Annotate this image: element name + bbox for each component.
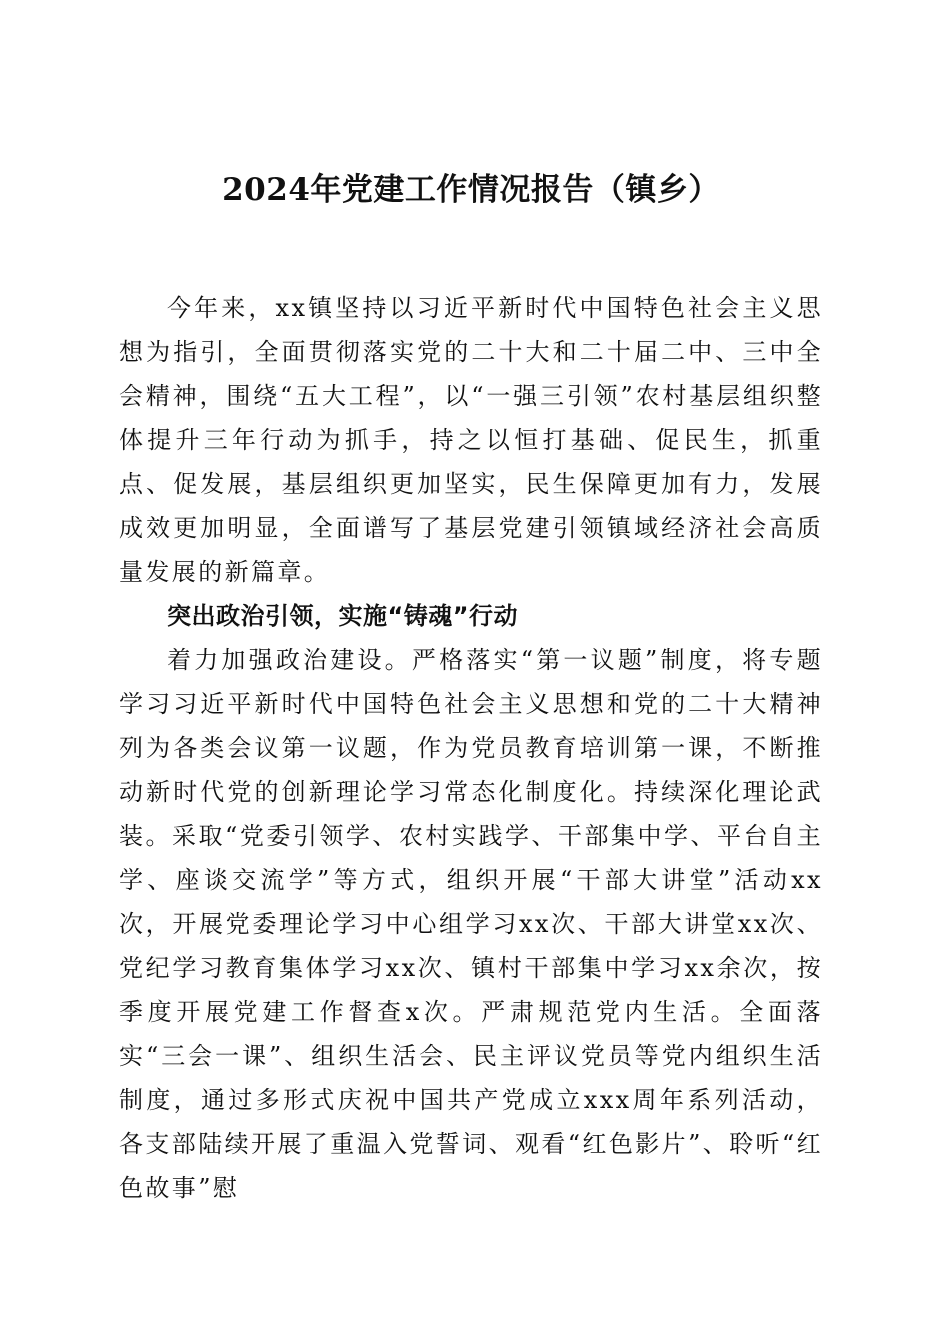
section-heading: 突出政治引领，实施“铸魂”行动: [167, 602, 519, 630]
section-body-paragraph: 着力加强政治建设。严格落实“第一议题”制度，将专题学习习近平新时代中国特色社会主义思想和党的二十大精神列为各类会议第一议题，作为党员教育培训第一课，不断推动新时代党的创新理论学习常态化制度化。持续深化理论武装。采取“党委引领学、农村实践学、干部集中学、平台自主学、座谈交流学”等方式，组织开展“干部大讲堂”活动xx次，开展党委理论学习中心组学习xx次、干部大讲堂xx次、党纪学习教育集体学习xx次、镇村干部集中学习xx余次，按季度开展党建工作督查x次。严肃规范党内生活。全面落实“三会一课”、组织生活会、民主评议党员等党内组织生活制度，通过多形式庆祝中国共产党成立xxx周年系列活动，各支部陆续开展了重温入党誓词、观看“红色影片”、聆听“红色故事”慰: [119, 646, 824, 1202]
intro-paragraph: 今年来，xx镇坚持以习近平新时代中国特色社会主义思想为指引，全面贯彻落实党的二十大和二十届二中、三中全会精神，围绕“五大工程”，以“一强三引领”农村基层组织整体提升三年行动为抓手，持之以恒打基础、促民生，抓重点、促发展，基层组织更加坚实，民生保障更加有力，发展成效更加明显，全面谱写了基层党建引领镇域经济社会高质量发展的新篇章。: [119, 294, 823, 586]
section-1: [119, 594, 823, 1210]
document-page: [119, 168, 823, 1210]
document-title: 2024年党建工作情况报告（镇乡）: [222, 172, 720, 208]
